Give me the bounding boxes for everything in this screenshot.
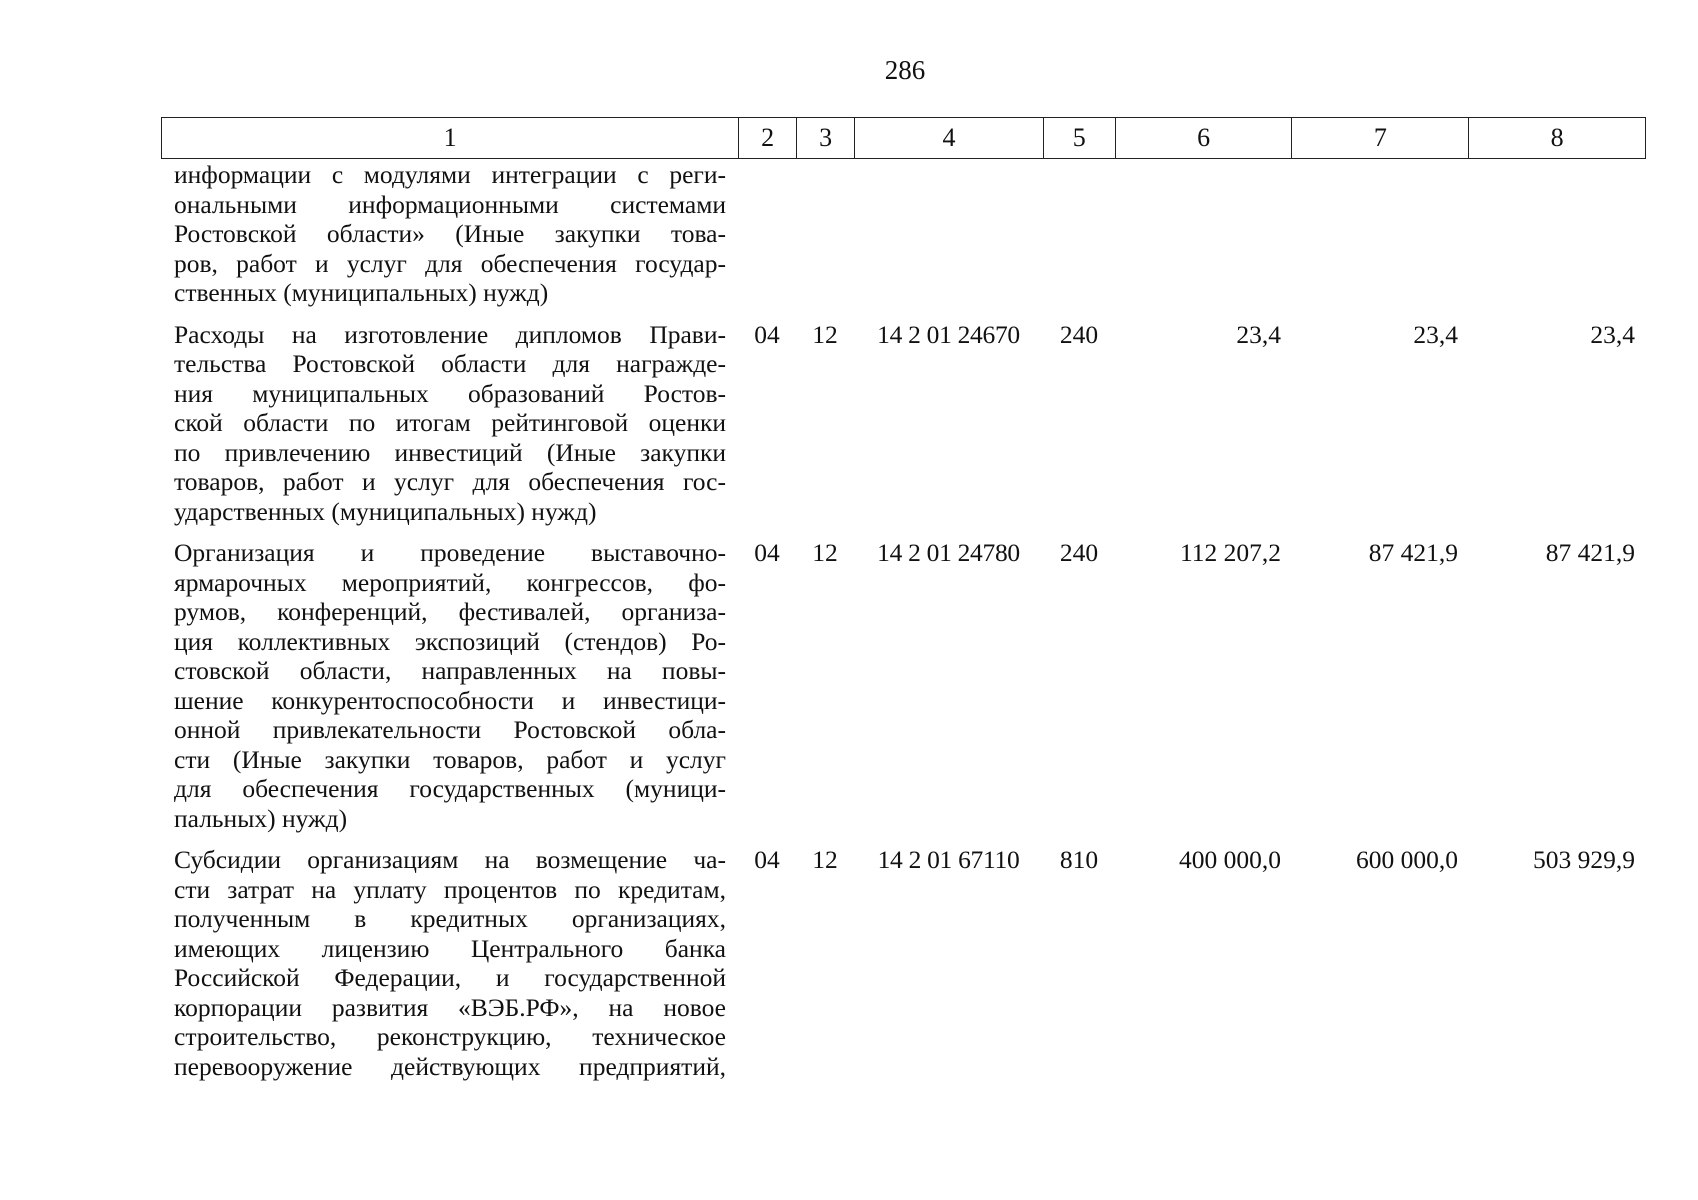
description-line: для обеспечения государственных (муници- xyxy=(174,774,726,803)
row-description xyxy=(161,845,738,1081)
description-line: пальных) нужд) xyxy=(174,803,348,833)
subsection-code: 12 xyxy=(812,538,838,567)
section-code: 04 xyxy=(754,538,780,567)
column-header-7: 7 xyxy=(1291,118,1468,158)
description-line: сти затрат на уплату процентов по кредитам, xyxy=(174,874,726,904)
description-line: ния муниципальных образований Ростов- xyxy=(174,378,726,408)
table-row xyxy=(161,845,1646,1081)
expense-type-code: 810 xyxy=(1059,845,1099,874)
column-header-5: 5 xyxy=(1043,118,1115,158)
description-line: Российской Федерации, и государственной xyxy=(174,963,726,992)
table-header xyxy=(161,117,1646,159)
row-description xyxy=(161,538,738,833)
table-row xyxy=(161,160,1646,308)
expense-type-code: 240 xyxy=(1059,538,1099,567)
amount-col-7: 600 000,0 xyxy=(1356,845,1458,874)
description-line: полученным в кредитных организациях, xyxy=(174,904,726,933)
target-article-code: 14 2 01 24670 xyxy=(877,319,1020,349)
description-line: информации с модулями интеграции с реги- xyxy=(174,160,726,189)
table-body xyxy=(161,160,1646,1081)
amount-col-8: 23,4 xyxy=(1590,319,1635,349)
description-line: ской области по итогам рейтинговой оценки xyxy=(174,408,726,437)
description-line: ственных (муниципальных) нужд) xyxy=(174,278,549,307)
column-header-4: 4 xyxy=(854,118,1043,158)
page-number: 286 xyxy=(884,55,926,85)
column-header-6: 6 xyxy=(1115,118,1292,158)
description-line: ярмарочных мероприятий, конгрессов, фо- xyxy=(174,567,726,597)
description-line: ональными информационными системами xyxy=(174,189,726,219)
amount-col-6: 23,4 xyxy=(1236,319,1281,349)
target-article-code: 14 2 01 67110 xyxy=(877,845,1020,874)
subsection-code: 12 xyxy=(812,845,838,874)
column-header-1: 1 xyxy=(443,123,457,152)
section-code: 04 xyxy=(754,319,780,349)
description-line: перевооружение действующих предприятий, xyxy=(174,1051,726,1081)
amount-col-7: 23,4 xyxy=(1413,319,1458,349)
amount-col-8: 503 929,9 xyxy=(1533,845,1635,874)
amount-col-6: 112 207,2 xyxy=(1179,538,1281,567)
description-line: корпорации развития «ВЭБ.РФ», на новое xyxy=(174,992,726,1022)
description-line: шение конкурентоспособности и инвестици- xyxy=(174,685,726,715)
amount-col-7: 87 421,9 xyxy=(1368,538,1458,567)
table-row xyxy=(161,320,1646,527)
column-header-3: 3 xyxy=(796,118,854,158)
description-line: тельства Ростовской области для награжде- xyxy=(174,349,726,378)
description-line: Ростовской области» (Иные закупки това- xyxy=(174,219,726,248)
section-code: 04 xyxy=(754,845,780,874)
description-line: по привлечению инвестиций (Иные закупки xyxy=(174,437,726,467)
description-line: стовской области, направленных на повы- xyxy=(174,656,726,685)
description-line: румов, конференций, фестивалей, организа- xyxy=(174,597,726,626)
target-article-code: 14 2 01 24780 xyxy=(877,538,1020,567)
description-line: сти (Иные закупки товаров, работ и услуг xyxy=(174,744,726,774)
column-header-8: 8 xyxy=(1468,118,1645,158)
subsection-code: 12 xyxy=(812,319,838,349)
amount-col-8: 87 421,9 xyxy=(1545,538,1635,567)
column-header-2: 2 xyxy=(738,118,796,158)
expense-type-code: 240 xyxy=(1059,319,1099,349)
description-line: ция коллективных экспозиций (стендов) Ро- xyxy=(174,626,726,656)
description-line: ударственных (муниципальных) нужд) xyxy=(174,496,597,526)
description-line: ров, работ и услуг для обеспечения государ- xyxy=(174,248,726,278)
description-line: онной привлекательности Ростовской обла- xyxy=(174,715,726,744)
table-row xyxy=(161,538,1646,833)
description-line: товаров, работ и услуг для обеспечения гос- xyxy=(174,467,726,496)
description-line: строительство, реконструкцию, техническое xyxy=(174,1022,726,1051)
row-description xyxy=(161,160,738,308)
description-line: Организация и проведение выставочно- xyxy=(174,538,726,567)
amount-col-6: 400 000,0 xyxy=(1179,845,1281,874)
description-line: Субсидии организациям на возмещение ча- xyxy=(174,845,726,874)
description-line: имеющих лицензию Центрального банка xyxy=(174,933,726,963)
row-description xyxy=(161,320,738,527)
description-line: Расходы на изготовление дипломов Прави- xyxy=(174,319,726,349)
